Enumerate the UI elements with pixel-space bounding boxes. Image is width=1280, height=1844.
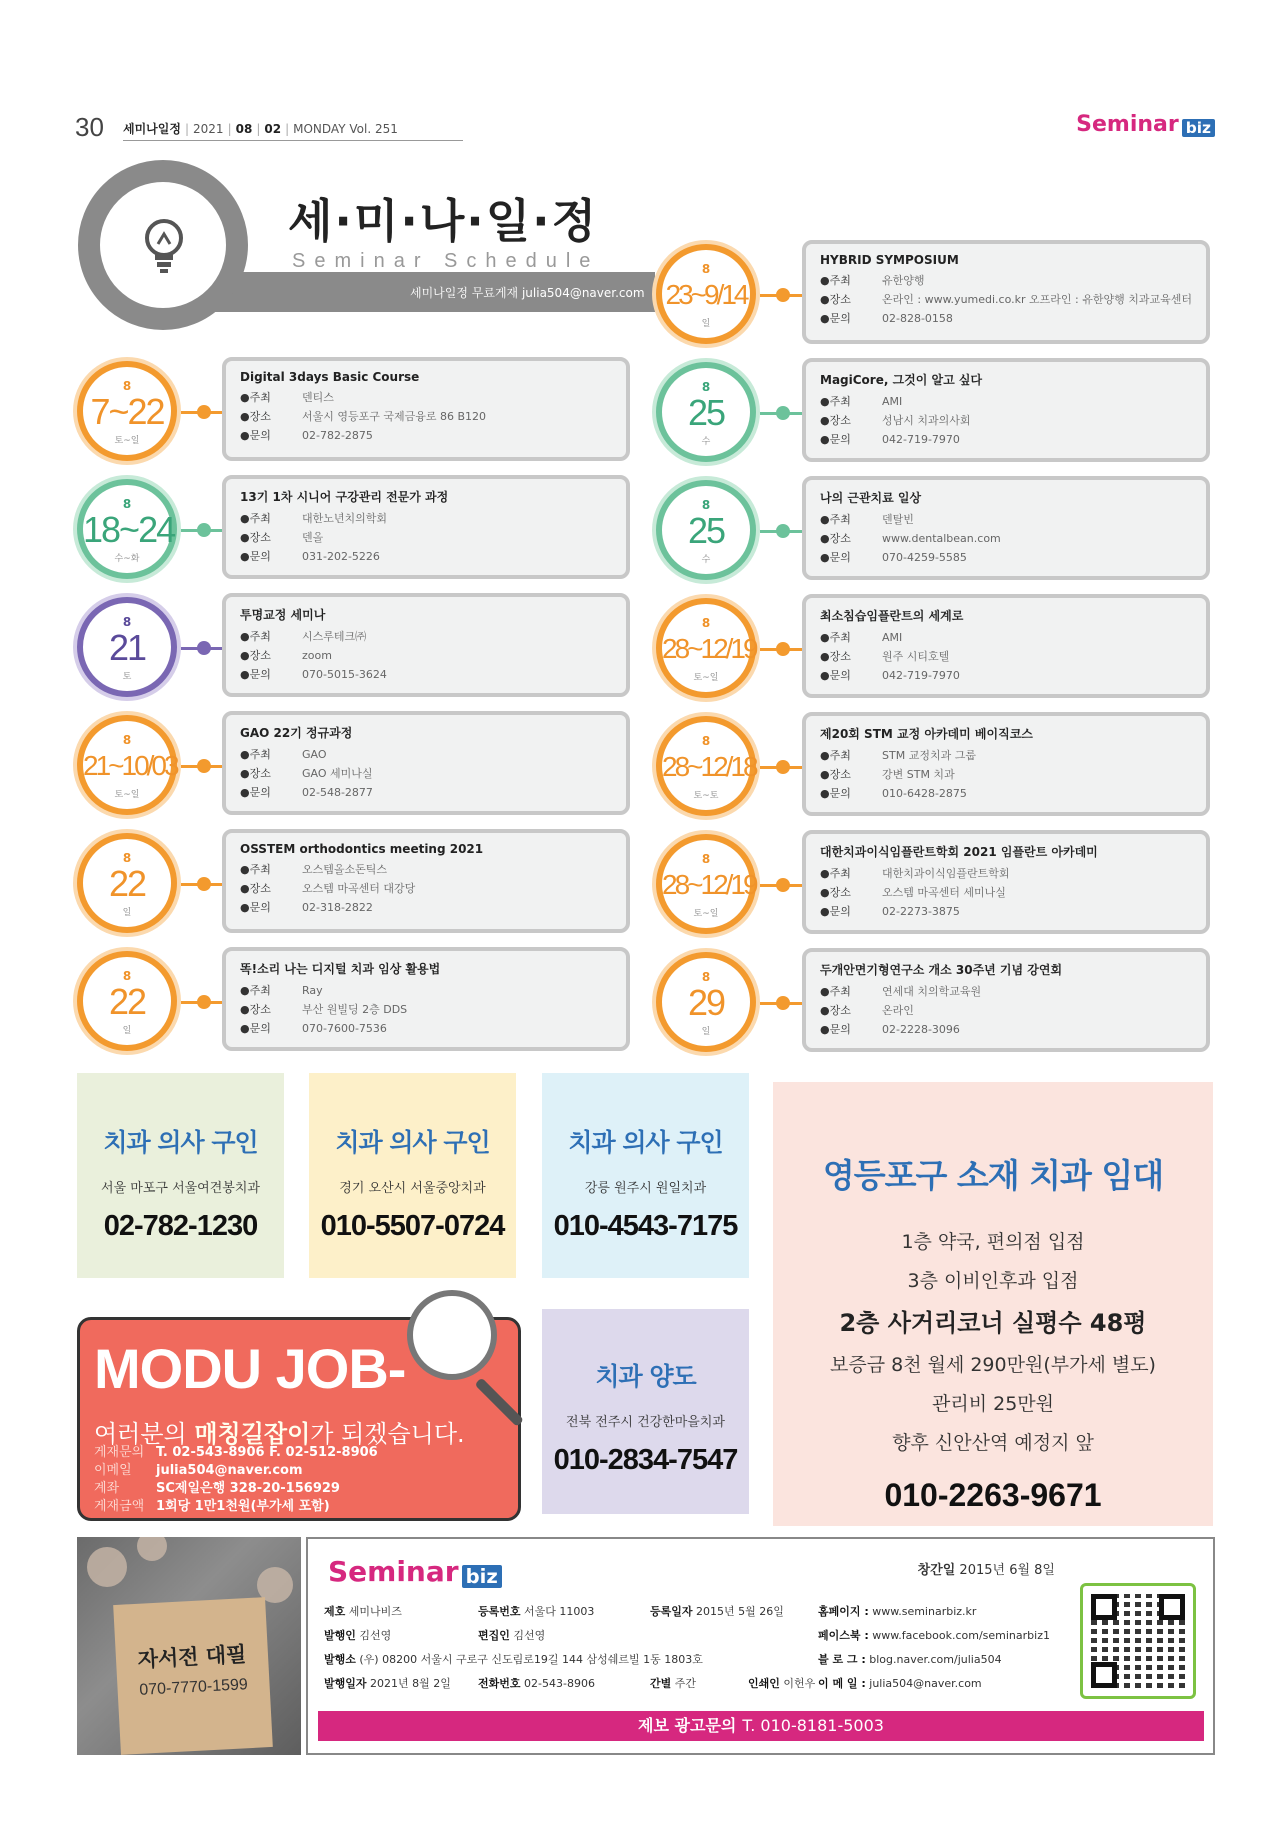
seminar-host: ●주최 대한치과이식임플란트학회 xyxy=(820,867,1010,880)
seminar-venue: ●장소 오스템 마곡센터 대강당 xyxy=(240,882,416,895)
seminar-title: 두개안면기형연구소 개소 30주년 기념 강연회 xyxy=(820,963,1063,977)
seminar-title: 똑!소리 나는 디지털 치과 임상 활용법 xyxy=(240,962,441,976)
seminar-title: 대한치과이식임플란트학회 2021 임플란트 아카데미 xyxy=(820,845,1098,859)
seminar-host: ●주최 오스템올소돈틱스 xyxy=(240,863,388,876)
date-badge xyxy=(77,361,177,461)
badge-month: 8 xyxy=(122,733,132,747)
seminar-card[interactable] xyxy=(222,711,630,815)
badge-weekday: 일 xyxy=(122,1026,132,1036)
badge-month: 8 xyxy=(701,852,711,866)
ad-heading: 치과 양도 xyxy=(595,1362,696,1391)
date-badge xyxy=(77,715,177,815)
issue-month: 08 xyxy=(235,122,253,136)
seminar-venue: ●장소 www.dentalbean.com xyxy=(820,532,1001,545)
connector-dot xyxy=(197,405,211,419)
seminar-card[interactable] xyxy=(802,358,1210,462)
seminar-contact: ●문의 031-202-5226 xyxy=(240,550,380,563)
connector-dot xyxy=(776,996,790,1010)
ad-job-2 xyxy=(309,1073,516,1278)
seminar-title: 최소침습임플란트의 세계로 xyxy=(820,609,964,623)
seminar-contact: ●문의 02-548-2877 xyxy=(240,786,373,799)
badge-day: 7~22 xyxy=(90,391,164,432)
qr-code[interactable] xyxy=(1080,1583,1196,1699)
badge-month: 8 xyxy=(701,262,711,276)
lease-phone: 010-2263-9671 xyxy=(884,1477,1102,1513)
issue-meta: 세미나일정 | 2021 | 08 | 02 | MONDAY Vol. 251 xyxy=(123,122,398,136)
badge-weekday: 토~토 xyxy=(693,791,719,801)
badge-weekday: 토~일 xyxy=(693,673,719,683)
seminar-card[interactable] xyxy=(802,712,1210,816)
ad-clinic: 서울 마포구 서울여견봉치과 xyxy=(101,1181,260,1196)
seminar-card[interactable] xyxy=(802,240,1210,344)
page-title: 세·미·나·일·정 xyxy=(288,194,599,248)
page-header xyxy=(75,112,1215,144)
seminar-contact: ●문의 02-828-0158 xyxy=(820,312,953,325)
seminar-venue: ●장소 강변 STM 치과 xyxy=(820,768,955,781)
seminar-venue: ●장소 서울시 영등포구 국제금융로 86 B120 xyxy=(240,410,487,423)
seminar-card[interactable] xyxy=(802,594,1210,698)
badge-weekday: 토 xyxy=(122,672,132,682)
seminar-card[interactable] xyxy=(802,476,1210,580)
ad-phone: 010-2834-7547 xyxy=(553,1444,738,1476)
link-blog[interactable]: 블 로 그 : blog.naver.com/julia504 xyxy=(818,1653,1002,1666)
seminar-venue: ●장소 덴올 xyxy=(240,531,324,544)
date-badge xyxy=(656,362,756,462)
page-subtitle: Seminar Schedule xyxy=(292,250,600,272)
badge-month: 8 xyxy=(701,380,711,394)
free-listing-note: 세미나일정 무료게재 julia504@naver.com xyxy=(410,286,645,300)
seminar-contact: ●문의 02-782-2875 xyxy=(240,429,373,442)
seminar-card[interactable] xyxy=(802,948,1210,1052)
badge-day: 21~10/03 xyxy=(83,750,177,781)
connector-dot xyxy=(776,642,790,656)
badge-weekday: 일 xyxy=(701,1027,711,1037)
seminar-title: HYBRID SYMPOSIUM xyxy=(820,253,959,267)
seminar-title: 나의 근관치료 일상 xyxy=(820,491,922,505)
seminar-host: ●주최 유한양행 xyxy=(820,274,925,287)
ad-clinic: 전북 전주시 건강한마을치과 xyxy=(566,1415,725,1430)
founded-date: 창간일 2015년 6월 8일 xyxy=(917,1563,1055,1578)
connector-dot xyxy=(197,995,211,1009)
ad-heading: 자서전 대필 xyxy=(137,1642,247,1672)
badge-day: 22 xyxy=(108,981,146,1022)
connector-dot xyxy=(197,759,211,773)
page-number: 30 xyxy=(75,112,104,142)
date-badge xyxy=(656,834,756,934)
modu-slogan: 여러분의 매칭길잡이가 되겠습니다. xyxy=(94,1420,465,1448)
date-badge xyxy=(77,951,177,1051)
badge-weekday: 토~일 xyxy=(693,909,719,919)
ad-heading: 치과 의사 구인 xyxy=(103,1128,258,1157)
seminar-venue: ●장소 zoom xyxy=(240,649,332,662)
lease-line: 1층 약국, 편의점 입점 xyxy=(901,1231,1085,1253)
badge-weekday: 토~일 xyxy=(114,436,140,446)
date-badge xyxy=(77,597,177,697)
lease-line: 관리비 25만원 xyxy=(932,1393,1054,1415)
seminar-contact: ●문의 02-318-2822 xyxy=(240,901,373,914)
connector-dot xyxy=(776,524,790,538)
badge-weekday: 토~일 xyxy=(114,790,140,800)
ad-clinic: 강릉 원주시 원일치과 xyxy=(584,1181,707,1196)
seminar-title: 13기 1차 시니어 구강관리 전문가 과정 xyxy=(240,490,449,504)
badge-month: 8 xyxy=(122,969,132,983)
date-badge xyxy=(656,716,756,816)
badge-month: 8 xyxy=(701,616,711,630)
date-badge xyxy=(656,952,756,1052)
brand-logo: Seminar biz xyxy=(328,1555,502,1588)
badge-month: 8 xyxy=(122,379,132,393)
seminar-title: 투명교정 세미나 xyxy=(240,608,326,622)
seminar-venue: ●장소 GAO 세미나실 xyxy=(240,767,373,780)
badge-day: 25 xyxy=(687,392,725,433)
badge-day: 18~24 xyxy=(83,509,175,550)
seminar-title: Digital 3days Basic Course xyxy=(240,370,420,384)
badge-month: 8 xyxy=(122,497,132,511)
seminar-card[interactable] xyxy=(222,593,630,697)
seminar-host: ●주최 시스루테크㈜ xyxy=(240,630,367,643)
issue-year: 2021 xyxy=(193,122,224,136)
seminar-host: ●주최 GAO xyxy=(240,748,327,761)
seminar-card[interactable] xyxy=(222,947,630,1051)
lightbulb-icon xyxy=(136,216,192,276)
badge-day: 28~12/19 xyxy=(662,633,756,664)
ad-transfer xyxy=(542,1309,749,1514)
badge-month: 8 xyxy=(701,970,711,984)
badge-month: 8 xyxy=(122,851,132,865)
badge-day: 21 xyxy=(108,627,146,668)
date-badge xyxy=(656,480,756,580)
badge-month: 8 xyxy=(701,734,711,748)
connector-dot xyxy=(776,760,790,774)
title-ring xyxy=(78,160,248,330)
seminar-title: MagiCore, 그것이 알고 싶다 xyxy=(820,373,983,387)
seminar-venue: ●장소 온라인 : www.yumedi.co.kr 오프라인 : 유한양행 치과교육센터 xyxy=(820,293,1192,306)
seminar-card[interactable] xyxy=(222,357,630,461)
link-facebook[interactable]: 페이스북 : www.facebook.com/seminarbiz1 xyxy=(818,1629,1050,1642)
badge-day: 22 xyxy=(108,863,146,904)
ad-job-1 xyxy=(77,1073,284,1278)
ad-heading: 치과 의사 구인 xyxy=(568,1128,723,1157)
connector-dot xyxy=(197,523,211,537)
seminar-contact: ●문의 070-4259-5585 xyxy=(820,551,967,564)
seminar-venue: ●장소 원주 시티호텔 xyxy=(820,650,950,663)
ad-phone: 010-4543-7175 xyxy=(553,1210,738,1242)
badge-weekday: 수~화 xyxy=(114,554,140,564)
issue-day: 02 xyxy=(264,122,282,136)
badge-day: 25 xyxy=(687,510,725,551)
badge-day: 28~12/18 xyxy=(662,751,756,782)
ad-phone: 010-5507-0724 xyxy=(320,1210,505,1242)
seminar-venue: ●장소 오스템 마곡센터 세미나실 xyxy=(820,886,1006,899)
seminar-contact: ●문의 070-5015-3624 xyxy=(240,668,387,681)
connector-dot xyxy=(776,406,790,420)
seminar-host: ●주최 연세대 치의학교육원 xyxy=(820,985,982,998)
seminar-host: ●주최 덴탈빈 xyxy=(820,513,914,526)
ad-lease xyxy=(773,1082,1213,1526)
seminar-contact: ●문의 042-719-7970 xyxy=(820,669,960,682)
brand-logo: Seminar biz xyxy=(1076,112,1215,137)
badge-day: 29 xyxy=(687,982,725,1023)
ad-heading: 치과 의사 구인 xyxy=(335,1128,490,1157)
lease-heading: 영등포구 소재 치과 임대 xyxy=(822,1156,1164,1195)
connector-dot xyxy=(776,878,790,892)
date-badge xyxy=(656,598,756,698)
seminar-host: ●주최 Ray xyxy=(240,984,323,997)
header-rule xyxy=(123,140,463,141)
issue-weekday: MONDAY xyxy=(293,122,346,136)
seminar-title: 제20회 STM 교정 아카데미 베이직코스 xyxy=(820,727,1033,741)
link-homepage[interactable]: 홈페이지 : www.seminarbiz.kr xyxy=(818,1605,977,1618)
ad-phone: 02-782-1230 xyxy=(103,1210,258,1242)
badge-weekday: 수 xyxy=(701,555,711,565)
lease-line: 3층 이비인후과 입점 xyxy=(907,1270,1079,1292)
seminar-title: GAO 22기 정규과정 xyxy=(240,726,353,740)
seminar-host: ●주최 대한노년치의학회 xyxy=(240,512,388,525)
colophon-address: 발행소 (우) 08200 서울시 구로구 신도림로19길 144 삼성쉐르빌 1동 1803호 xyxy=(324,1653,703,1666)
colophon: Seminar biz 창간일 2015년 6월 8일 제호 세미나비즈 등록번호 서울다 11003 등록일자 2015년 5월 26일 발행인 김선영 편집인 김선영 발행소 (우) 08200 서울시 구로구 신도림로19길 144 삼성쉐르빌 1동 1803호 발행일자 2021년 8월 2일 전화번호 02-543-8906 간별 주간 인쇄인 이헌우 홈페이지 : www.seminarbiz.kr 페이스북 : www.facebook.com/seminarbiz1 블 로 그 : blog.naver.com/julia504 이 메 일 : julia504@naver.com 제보 광고문의 T. 010-8181-5003 xyxy=(306,1537,1215,1755)
section-name: 세미나일정 xyxy=(123,122,181,136)
badge-weekday: 수 xyxy=(701,437,711,447)
seminar-host: ●주최 AMI xyxy=(820,395,903,408)
seminar-contact: ●문의 070-7600-7536 xyxy=(240,1022,387,1035)
ad-paper-note xyxy=(113,1597,273,1755)
modu-contact-info: 게재문의 T. 02-543-8906 F. 02-512-8906 이메일 julia504@naver.com 계좌 SC제일은행 328-20-156929 게재금액 1회당 1만1천원(부가세 포함) xyxy=(94,1445,378,1514)
badge-weekday: 일 xyxy=(122,908,132,918)
badge-month: 8 xyxy=(701,498,711,512)
seminar-card[interactable] xyxy=(802,830,1210,934)
lease-line: 향후 신안산역 예정지 앞 xyxy=(892,1432,1094,1454)
seminar-host: ●주최 덴티스 xyxy=(240,391,334,404)
badge-day: 28~12/19 xyxy=(662,869,756,900)
date-badge xyxy=(77,833,177,933)
connector-dot xyxy=(197,641,211,655)
link-email[interactable]: 이 메 일 : julia504@naver.com xyxy=(818,1677,982,1690)
seminar-venue: ●장소 온라인 xyxy=(820,1004,914,1017)
ad-job-3 xyxy=(542,1073,749,1278)
modu-title: MODU JOB- xyxy=(94,1337,406,1400)
issue-volume: Vol. 251 xyxy=(349,122,398,136)
connector-dot xyxy=(776,288,790,302)
seminar-venue: ●장소 부산 원빌딩 2층 DDS xyxy=(240,1003,408,1016)
ad-clinic: 경기 오산시 서울중앙치과 xyxy=(339,1181,486,1196)
lease-line: 보증금 8천 월세 290만원(부가세 별도) xyxy=(830,1354,1156,1376)
seminar-contact: ●문의 02-2228-3096 xyxy=(820,1023,960,1036)
ad-ghostwriting xyxy=(77,1537,301,1755)
magnifier-icon xyxy=(407,1290,497,1380)
lease-highlight: 2층 사거리코너 실평수 48평 xyxy=(839,1309,1147,1337)
seminar-contact: ●문의 042-719-7970 xyxy=(820,433,960,446)
badge-day: 23~9/14 xyxy=(665,279,747,310)
seminar-venue: ●장소 성남시 치과의사회 xyxy=(820,414,971,427)
connector-dot xyxy=(197,877,211,891)
tip-ad-contact-bar: 제보 광고문의 T. 010-8181-5003 xyxy=(318,1711,1204,1741)
seminar-title: OSSTEM orthodontics meeting 2021 xyxy=(240,842,484,856)
date-badge xyxy=(656,244,756,344)
seminar-host: ●주최 AMI xyxy=(820,631,903,644)
seminar-contact: ●문의 010-6428-2875 xyxy=(820,787,967,800)
badge-weekday: 일 xyxy=(701,319,711,329)
ad-phone: 070-7770-1599 xyxy=(138,1676,249,1699)
seminar-host: ●주최 STM 교정치과 그룹 xyxy=(820,749,976,762)
seminar-card[interactable] xyxy=(222,475,630,579)
date-badge xyxy=(77,479,177,579)
badge-month: 8 xyxy=(122,615,132,629)
seminar-card[interactable] xyxy=(222,829,630,933)
seminar-contact: ●문의 02-2273-3875 xyxy=(820,905,960,918)
